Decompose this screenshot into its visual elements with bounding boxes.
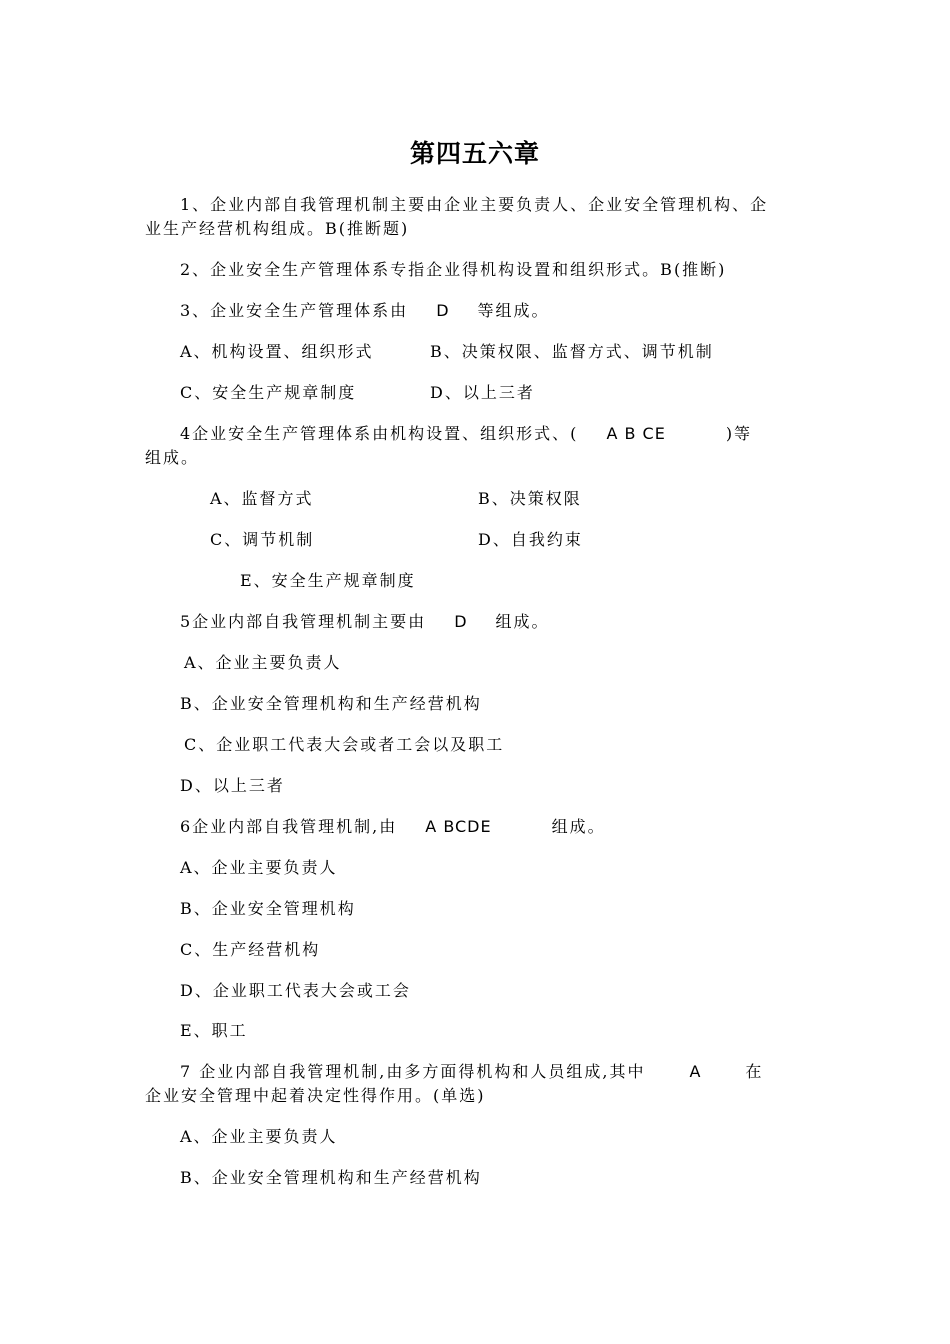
q4-stem — [180, 422, 752, 446]
q6-answer: A BCDE — [425, 817, 492, 836]
q1-line2: 业生产经营机构组成。B(推断题) — [145, 219, 410, 238]
q6-option-d: D、企业职工代表大会或工会 — [180, 981, 411, 1000]
page-title: 第四五六章 — [409, 139, 540, 168]
q4-prefix: 4企业安全生产管理体系由机构设置、组织形式、( — [180, 424, 579, 443]
q5-prefix: 5企业内部自我管理机制主要由 — [180, 612, 427, 631]
q6-option-b: B、企业安全管理机构 — [180, 899, 356, 918]
q7-stem — [180, 1060, 763, 1084]
q4-line2: 组成。 — [145, 448, 200, 467]
q6-option-c: C、生产经营机构 — [180, 940, 321, 959]
q3-stem — [180, 299, 550, 323]
q3-option-d: D、以上三者 — [430, 383, 535, 402]
q3-prefix: 3、企业安全生产管理体系由 — [180, 301, 409, 320]
q3-suffix: 等组成。 — [477, 301, 550, 320]
q5-suffix: 组成。 — [495, 612, 550, 631]
q5-option-d: D、以上三者 — [180, 776, 285, 795]
q3-option-c: C、安全生产规章制度 — [180, 383, 357, 402]
q7-answer: A — [689, 1062, 702, 1081]
q7-option-b: B、企业安全管理机构和生产经营机构 — [180, 1168, 482, 1187]
q4-option-e: E、安全生产规章制度 — [240, 571, 416, 590]
q1-line1: 1、企业内部自我管理机制主要由企业主要负责人、企业安全管理机构、企 — [180, 195, 769, 214]
q6-suffix: 组成。 — [551, 817, 606, 836]
q2-text: 2、企业安全生产管理体系专指企业得机构设置和组织形式。B(推断) — [180, 260, 727, 279]
q4-option-a: A、监督方式 — [210, 489, 314, 508]
q4-suffix: )等 — [725, 424, 753, 443]
q7-option-a: A、企业主要负责人 — [180, 1127, 338, 1146]
q5-stem — [180, 610, 550, 634]
q6-prefix: 6企业内部自我管理机制,由 — [180, 817, 398, 836]
q3-answer: D — [436, 301, 450, 320]
q4-option-c: C、调节机制 — [210, 530, 315, 549]
q4-answer: A B CE — [606, 424, 666, 443]
q7-suffix: 在 — [745, 1062, 764, 1081]
q5-option-b: B、企业安全管理机构和生产经营机构 — [180, 694, 482, 713]
q5-option-c: C、企业职工代表大会或者工会以及职工 — [184, 735, 505, 754]
q5-option-a: A、企业主要负责人 — [184, 653, 342, 672]
q6-option-a: A、企业主要负责人 — [180, 858, 338, 877]
q7-line2: 企业安全管理中起着决定性得作用。(单选) — [145, 1086, 486, 1105]
q7-prefix: 7 企业内部自我管理机制,由多方面得机构和人员组成,其中 — [180, 1062, 646, 1081]
q6-stem — [180, 815, 606, 839]
q5-answer: D — [454, 612, 468, 631]
q4-option-d: D、自我约束 — [478, 530, 583, 549]
q6-option-e: E、职工 — [180, 1021, 248, 1040]
q3-option-a: A、机构设置、组织形式 — [180, 342, 374, 361]
q3-option-b: B、决策权限、监督方式、调节机制 — [430, 342, 714, 361]
q4-option-b: B、决策权限 — [478, 489, 582, 508]
